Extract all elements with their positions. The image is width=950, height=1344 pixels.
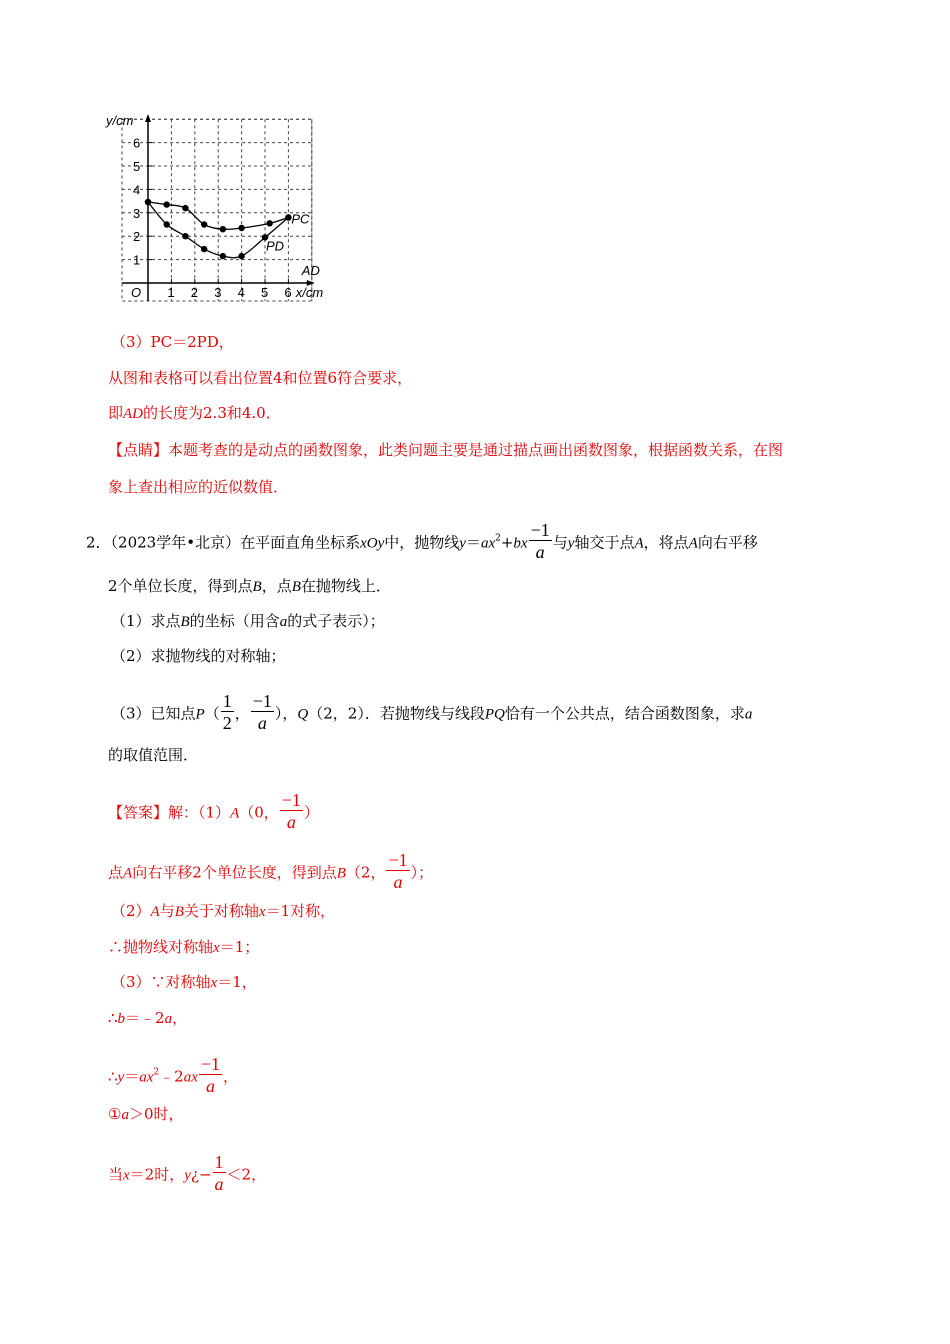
axis-labels bbox=[105, 113, 323, 300]
point-pc bbox=[164, 201, 170, 207]
point-pc bbox=[238, 225, 244, 231]
series-label-pc: PC bbox=[291, 211, 310, 227]
x-tick-label: 6 bbox=[284, 285, 292, 300]
x-tick-label: 2 bbox=[190, 285, 199, 300]
point-pc bbox=[220, 226, 226, 232]
y-tick-label: 3 bbox=[133, 205, 141, 221]
y-tick-label: 4 bbox=[133, 182, 141, 198]
axes bbox=[122, 114, 314, 301]
answer-1: 【答案】解：（1）A（0， $\frac{-1}{a}$ ） bbox=[108, 790, 319, 832]
x-tick-label: 1 bbox=[167, 285, 175, 300]
line-part3: （3）PC＝2PD， bbox=[111, 333, 234, 351]
x-tick-label: 5 bbox=[261, 285, 269, 300]
function-graph bbox=[100, 108, 350, 313]
grid bbox=[122, 119, 312, 301]
note-dianjing: 【点睛】本题考查的是动点的函数图象，此类问题主要是通过描点画出函数图象，根据函数关系，在图 bbox=[108, 441, 784, 459]
answer-3-c: $\therefore y=ax^2﹣2ax$ $\frac{-1}{a}$ ， bbox=[108, 1054, 239, 1096]
y-tick-label: 5 bbox=[133, 159, 141, 174]
line-positions: 从图和表格可以看出位置4和位置6符合要求， bbox=[108, 369, 413, 387]
point-pc bbox=[201, 221, 207, 227]
y-tick-label: 1 bbox=[133, 252, 141, 268]
series-label-pd: PD bbox=[266, 238, 285, 254]
question-2-cont: 2个单位长度，得到点B，点B在抛物线上． bbox=[108, 577, 391, 595]
point-pd bbox=[145, 199, 151, 205]
x-tick-label: 3 bbox=[214, 285, 222, 300]
answer-3: （3）∵对称轴x＝1， bbox=[111, 973, 257, 991]
sub-question-3-cont: 的取值范围． bbox=[108, 746, 199, 764]
answer-case-1: ①a＞0时， bbox=[108, 1105, 184, 1123]
answer-3-b: ∴b＝﹣2a， bbox=[108, 1009, 188, 1027]
note-dianjing-cont: 象上查出相应的近似数值． bbox=[108, 478, 289, 496]
x-axis-extra-label: AD bbox=[301, 263, 320, 278]
x-tick-label: 4 bbox=[237, 285, 245, 300]
y-tick-label: 6 bbox=[133, 135, 141, 151]
sub-question-2: （2）求抛物线的对称轴； bbox=[111, 647, 286, 665]
x-axis-label: x/cm bbox=[295, 285, 324, 300]
fraction: $\frac{-1}{a}$ bbox=[530, 520, 550, 562]
grid-border bbox=[122, 119, 312, 301]
answer-2: （2）A与B关于对称轴x＝1对称， bbox=[111, 902, 336, 920]
y-tick-label: 2 bbox=[133, 229, 141, 245]
y-axis-arrow bbox=[145, 114, 151, 122]
point-pd bbox=[182, 233, 188, 239]
point-pd bbox=[201, 246, 207, 252]
answer-2-b: ∴抛物线对称轴x＝1； bbox=[108, 938, 260, 956]
y-axis-label: y/cm bbox=[106, 113, 134, 128]
sub-question-1: （1）求点B的坐标（用含a的式子表示）； bbox=[111, 612, 385, 630]
point-pd bbox=[164, 221, 170, 227]
line-ad-length: 即AD的长度为2.3和4.0． bbox=[108, 404, 281, 422]
point-pd bbox=[238, 253, 244, 259]
question-2: 2．（2023学年•北京）在平面直角坐标系xOy中，抛物线$y=ax^2+bx$ $\frac{-1}{a}$ 与y轴交于点A，将点A向右平移 bbox=[86, 520, 758, 562]
sub-question-3: （3）已知点P（ $\frac{1}{2}$ ， $\frac{-1}{a}$ ），Q（2，2）．若抛物线与线段PQ恰有一个公共点，结合函数图象，求a bbox=[111, 691, 753, 733]
point-pd bbox=[220, 253, 226, 259]
answer-case-1-b: 当x＝2时，y¿− $\frac{1}{a}$ ＜2， bbox=[108, 1152, 267, 1194]
point-pc bbox=[266, 220, 272, 226]
answer-1-b: 点A向右平移2个单位长度，得到点B（2， $\frac{-1}{a}$ ）； bbox=[108, 850, 434, 892]
origin-label: O bbox=[131, 285, 142, 300]
point-pc bbox=[182, 205, 188, 211]
